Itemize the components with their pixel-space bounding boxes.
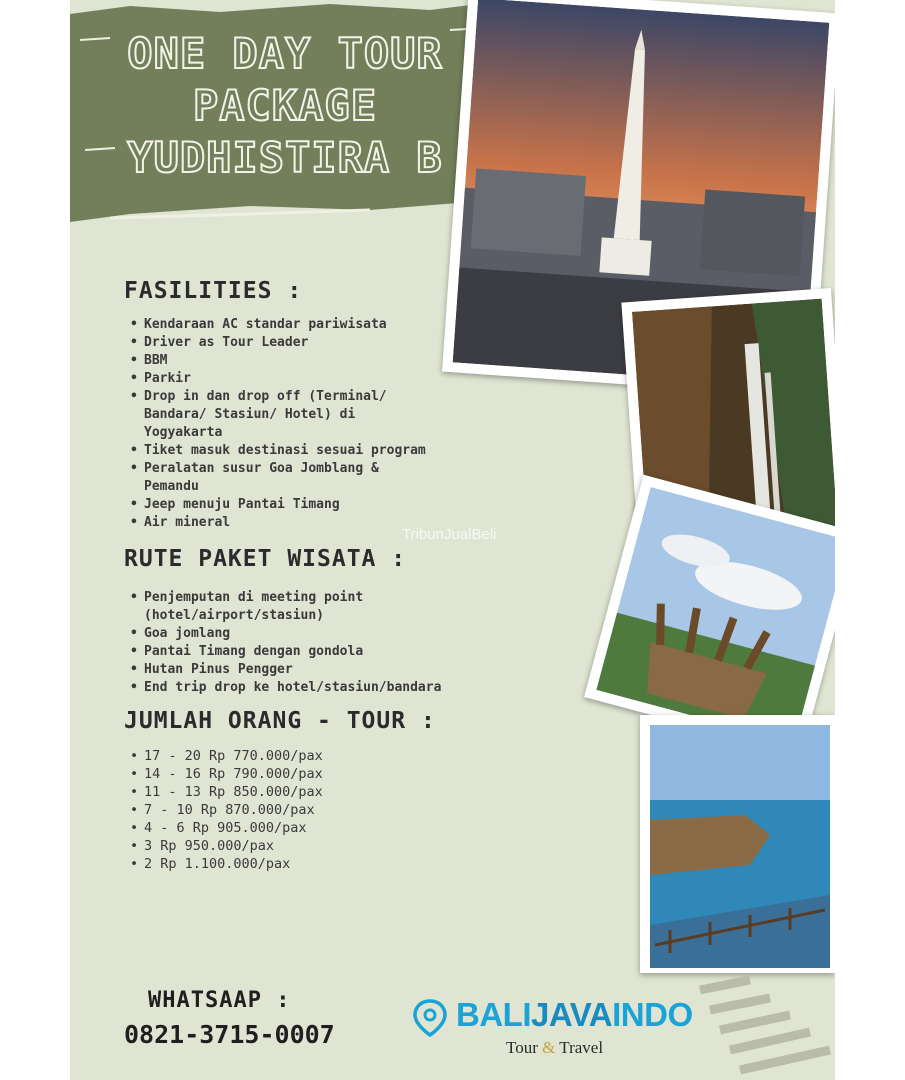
brand-logo — [408, 992, 693, 1062]
tire-track-decoration — [690, 970, 835, 1080]
poster-title — [70, 28, 500, 184]
list-item: • Kendaraan AC standar pariwisata — [128, 316, 426, 334]
pine-forest-photo — [584, 475, 835, 755]
brand-tagline-tour: Tour — [506, 1038, 538, 1057]
list-item: • Goa jomlang — [128, 625, 441, 643]
list-item-continuation: Bandara/ Stasiun/ Hotel) di — [144, 407, 356, 422]
price-item: • 17 - 20 Rp 770.000/pax — [128, 747, 323, 765]
price-item: • 3 Rp 950.000/pax — [128, 837, 323, 855]
list-item-continuation: (hotel/airport/stasiun) — [144, 608, 325, 623]
list-item: • Drop in dan drop off (Terminal/ — [128, 388, 426, 406]
list-item-continuation: Yogyakarta — [144, 425, 223, 440]
title-line-3: YUDHISTIRA B — [127, 133, 443, 182]
route-list — [128, 589, 441, 697]
facilities-list — [128, 316, 426, 532]
title-line-2: PACKAGE — [192, 81, 377, 130]
list-item: • BBM — [128, 352, 426, 370]
list-item: • Driver as Tour Leader — [128, 334, 426, 352]
list-item: • Tiket masuk destinasi sesuai program — [128, 442, 426, 460]
list-item: • Pantai Timang dengan gondola — [128, 643, 441, 661]
price-item: • 14 - 16 Rp 790.000/pax — [128, 765, 323, 783]
list-item: • Hutan Pinus Pengger — [128, 661, 441, 679]
pricing-list — [128, 747, 323, 873]
list-item: • End trip drop ke hotel/stasiun/bandara — [128, 679, 441, 697]
watermark: TribunJualBeli — [402, 526, 497, 543]
route-heading: RUTE PAKET WISATA : — [124, 546, 407, 572]
list-item-continuation: Pemandu — [144, 479, 199, 494]
pricing-heading: JUMLAH ORANG - TOUR : — [124, 708, 436, 734]
whatsapp-number: 0821-3715-0007 — [124, 1020, 335, 1049]
brand-name — [456, 996, 693, 1034]
list-item: • Penjemputan di meeting point — [128, 589, 441, 607]
location-pin-icon — [410, 998, 450, 1038]
whatsapp-label: WHATSAAP : — [148, 988, 291, 1013]
price-item: • 2 Rp 1.100.000/pax — [128, 855, 323, 873]
title-line-1: ONE DAY TOUR — [127, 29, 443, 78]
price-item: • 7 - 10 Rp 870.000/pax — [128, 801, 323, 819]
list-item: • Jeep menuju Pantai Timang — [128, 496, 426, 514]
list-item: • Parkir — [128, 370, 426, 388]
brand-name-indo: INDO — [612, 996, 693, 1033]
brand-name-java: JAVA — [531, 996, 613, 1033]
price-item: • 4 - 6 Rp 905.000/pax — [128, 819, 323, 837]
list-item: • Peralatan susur Goa Jomblang & — [128, 460, 426, 478]
price-item: • 11 - 13 Rp 850.000/pax — [128, 783, 323, 801]
brand-tagline-ampersand: & — [542, 1038, 556, 1057]
timang-beach-photo — [640, 715, 835, 973]
brand-name-bali: BALI — [456, 996, 531, 1033]
brand-tagline-travel: Travel — [559, 1038, 604, 1057]
list-item: • Air mineral — [128, 514, 426, 532]
facilities-heading: FASILITIES : — [124, 278, 303, 304]
tour-poster — [70, 0, 835, 1080]
brand-tagline — [506, 1038, 603, 1058]
